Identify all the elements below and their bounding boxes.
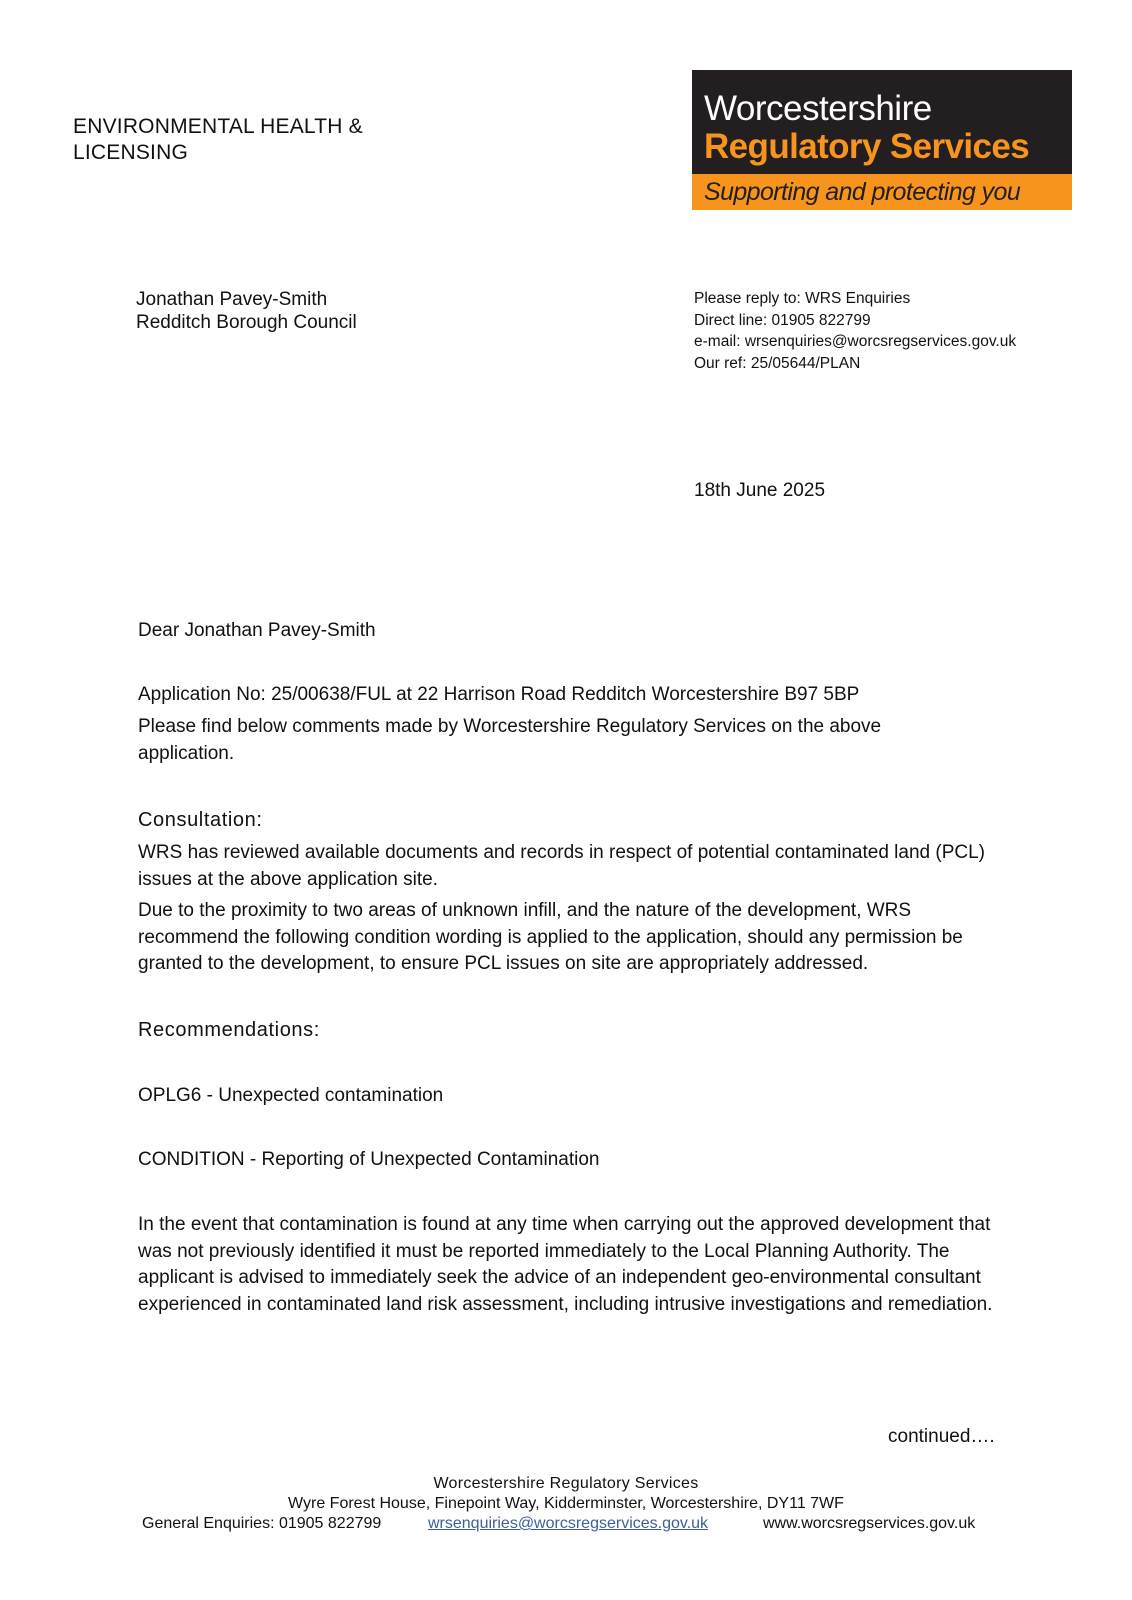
footer-website: www.worcsregservices.gov.uk	[763, 1515, 976, 1532]
reply-block	[694, 288, 1016, 374]
footer-email-link[interactable]: wrsenquiries@worcsregservices.gov.uk	[428, 1515, 709, 1532]
logo-text-worcestershire: Worcestershire	[704, 89, 932, 128]
continued-note: continued….	[888, 1426, 995, 1447]
wrs-logo	[692, 70, 1072, 210]
department-line-2: LICENSING	[73, 141, 188, 164]
footer-address: Wyre Forest House, Finepoint Way, Kidderminster, Worcestershire, DY11 7WF	[288, 1495, 844, 1512]
consultation-paragraph-1: WRS has reviewed available documents and records in respect of potential contaminated land (PCL) issues at the above application site.	[138, 842, 986, 890]
our-ref: Our ref: 25/05644/PLAN	[694, 354, 861, 372]
recommendations-heading: Recommendations:	[138, 1019, 320, 1041]
logo-strapline: Supporting and protecting you	[704, 178, 1021, 206]
reply-email: e-mail: wrsenquiries@worcsregservices.gov.uk	[694, 333, 1017, 350]
department-heading	[73, 114, 363, 166]
addressee-name: Jonathan Pavey-Smith	[136, 289, 328, 310]
intro-paragraph: Please find below comments made by Worcestershire Regulatory Services on the above application.	[138, 716, 882, 764]
logo-strapline-bar	[692, 174, 1072, 210]
consultation-paragraph-2: Due to the proximity to two areas of unknown infill, and the nature of the development, WRS recommend the following condition wording is applied to the application, should any permission be granted to the development, to ensure PCL issues on site are appropriately addressed.	[138, 900, 963, 974]
letter-date: 18th June 2025	[694, 480, 826, 501]
logo-text-regulatory-services: Regulatory Services	[704, 127, 1030, 166]
department-line-1: ENVIRONMENTAL HEALTH &	[73, 115, 363, 138]
footer-general-enquiries: General Enquiries: 01905 822799	[142, 1515, 382, 1532]
footer-organisation: Worcestershire Regulatory Services	[433, 1475, 699, 1492]
application-line: Application No: 25/00638/FUL at 22 Harrison Road Redditch Worcestershire B97 5BP	[138, 684, 860, 705]
addressee-organisation: Redditch Borough Council	[136, 312, 357, 333]
condition-code: OPLG6 - Unexpected contamination	[138, 1085, 444, 1106]
condition-text: In the event that contamination is found at any time when carrying out the approved development that was not previously identified it must be reported immediately to the Local Planning Authority. The applicant is advised to immediately seek the advice of an independent geo-environmental consultant experienced in contaminated land risk assessment, including intrusive investigations and remediation.	[138, 1214, 993, 1315]
consultation-heading: Consultation:	[138, 809, 263, 831]
addressee-block	[136, 288, 357, 334]
reply-to: Please reply to: WRS Enquiries	[694, 290, 911, 307]
direct-line: Direct line: 01905 822799	[694, 311, 871, 329]
condition-title: CONDITION - Reporting of Unexpected Contamination	[138, 1149, 600, 1170]
salutation: Dear Jonathan Pavey-Smith	[138, 620, 376, 641]
